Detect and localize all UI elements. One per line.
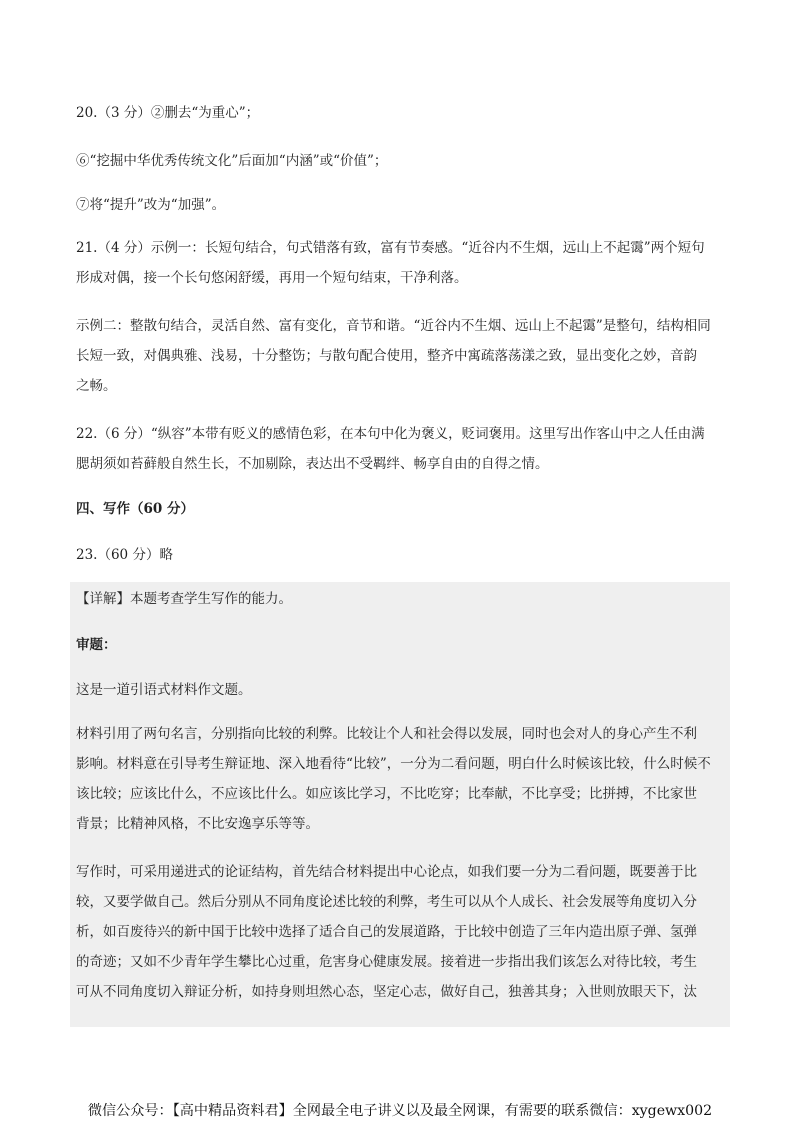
q22-line-1: 22.（6 分）“纵容”本带有贬义的感情色彩，在本句中化为褒义，贬词褒用。这里写出作客山中之人任由满	[76, 426, 705, 442]
q21-line-4: 长短一致，对偶典雅、浅易，十分整饬；与散句配合使用，整齐中寓疏落荡漾之致，显出变化之妙，音韵	[76, 348, 697, 364]
q21-line-1: 21.（4 分）示例一：长短句结合，句式错落有致，富有节奏感。“近谷内不生烟，远山上不起霭”两个短句	[76, 240, 705, 256]
para1-line-1: 材料引用了两句名言，分别指向比较的利弊。比较让个人和社会得以发展，同时也会对人的身心产生不利	[76, 726, 697, 742]
q23-line: 23.（60 分）略	[76, 547, 173, 563]
footer-notice: 微信公众号：【高中精品资料君】全网最全电子讲义以及最全网课，有需要的联系微信：xygewx002	[87, 1103, 713, 1119]
q21-line-5: 之畅。	[76, 378, 117, 394]
para2-line-5: 可从不同角度切入辩证分析，如持身则坦然心态，坚定心志，做好自己，独善其身；入世则放眼天下，汰	[76, 984, 697, 1000]
para2-line-1: 写作时，可采用递进式的论证结构，首先结合材料提出中心论点，如我们要一分为二看问题，既要善于比	[76, 864, 697, 880]
q20-line-3: ⑦将“提升”改为“加强”。	[76, 197, 226, 213]
shenti-heading: 审题：	[76, 637, 117, 653]
para2-line-2: 较，又要学做自己。然后分别从不同角度论述比较的利弊，考生可以从个人成长、社会发展等角度切入分	[76, 894, 697, 910]
q20-line-1: 20.（3 分）②删去“为重心”；	[76, 105, 260, 121]
analysis-detail: 【详解】本题考查学生写作的能力。	[76, 591, 292, 607]
q20-line-2: ⑥“挖掘中华优秀传统文化”后面加“内涵”或“价值”；	[76, 153, 388, 169]
q21-line-2: 形成对偶，接一个长句悠闲舒缓，再用一个短句结束，干净利落。	[76, 270, 468, 286]
q22-line-2: 腮胡须如苔藓般自然生长，不加剔除，表达出不受羁绊、畅享自由的自得之情。	[76, 456, 549, 472]
section-heading: 四、写作（60 分）	[76, 501, 194, 517]
para1-line-2: 影响。材料意在引导考生辩证地、深入地看待“比较”，一分为二看问题，明白什么时候该比较，什么时候不	[76, 756, 711, 772]
para1-line-3: 该比较；应该比什么，不应该比什么。如应该比学习，不比吃穿；比奉献，不比享受；比拼搏，不比家世	[76, 786, 697, 802]
para2-line-3: 析，如百废待兴的新中国于比较中选择了适合自己的发展道路，于比较中创造了三年内造出原子弹、氢弹	[76, 924, 697, 940]
para2-line-4: 的奇迹；又如不少青年学生攀比心过重，危害身心健康发展。接着进一步指出我们该怎么对待比较，考生	[76, 954, 697, 970]
q21-line-3: 示例二：整散句结合，灵活自然、富有变化，音节和谐。“近谷内不生烟、远山上不起霭”是整句，结构相同	[76, 318, 711, 334]
para1-line-4: 背景；比精神风格，不比安逸享乐等等。	[76, 816, 319, 832]
analysis-intro: 这是一道引语式材料作文题。	[76, 682, 252, 698]
